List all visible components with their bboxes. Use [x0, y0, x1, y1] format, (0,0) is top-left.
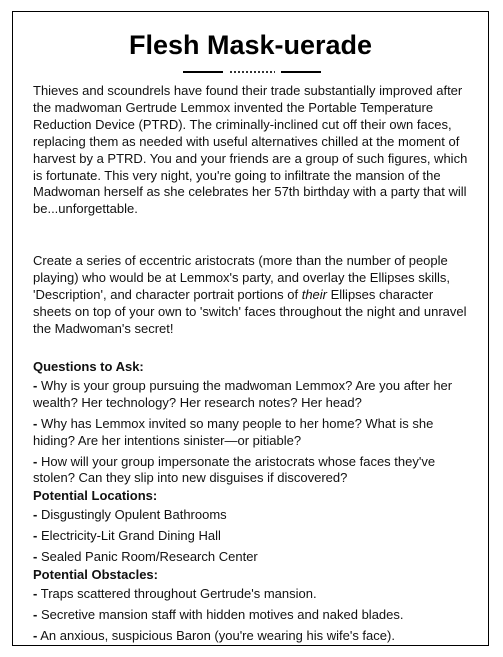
instructions-text-before: Create a series of eccentric aristocrats (more than the number of people playing) who would be at Lemmox's party, and overlay the Ellipses skills, 'Description', and character portrait portions of: [33, 253, 450, 302]
prompts-section: [33, 359, 473, 649]
location-text: Disgustingly Opulent Bathrooms: [40, 507, 227, 523]
bullet-dash: -: [33, 606, 38, 622]
obstacle-item: [33, 586, 473, 603]
instructions-text-after: Ellipses character sheets on top of your own to 'switch' faces throughout the night and unravel the Madwoman's secret!: [33, 286, 467, 336]
obstacle-item: [33, 607, 473, 624]
obstacle-text: An anxious, suspicious Baron (you're wearing his wife's face).: [40, 627, 395, 643]
question-item: [33, 454, 473, 488]
locations-list: [33, 507, 473, 566]
obstacles-list: [33, 586, 473, 645]
bullet-dash: -: [33, 627, 38, 643]
obstacles-heading: Potential Obstacles:: [33, 566, 158, 582]
obstacle-item: [33, 628, 473, 645]
location-item: [33, 507, 473, 524]
bullet-dash: -: [33, 377, 38, 393]
bullet-dash: -: [33, 415, 38, 431]
question-item: [33, 378, 473, 412]
question-text: Why is your group pursuing the madwoman Lemmox? Are you after her wealth? Her technology? Her research notes? Her head?: [33, 377, 453, 410]
question-item: [33, 416, 473, 450]
question-text: Why has Lemmox invited so many people to her home? What is she hiding? Are her intentions sinister—or pitiable?: [33, 415, 434, 448]
location-item: [33, 549, 473, 566]
obstacle-text: Traps scattered throughout Gertrude's mansion.: [40, 585, 317, 601]
bullet-dash: -: [33, 585, 38, 601]
location-text: Electricity-Lit Grand Dining Hall: [40, 528, 221, 544]
intro-paragraph: Thieves and scoundrels have found their trade substantially improved after the madwoman Gertrude Lemmox invented the Portable Temperature Reduction Device (PTRD). The criminally-inclined cut off their own faces, replacing them as needed with useful alternatives chilled at the moment of harvest by a PTRD. You and your friends are a group of such figures, which is fortunate. This very night, you're going to infiltrate the mansion of the Madwoman herself as she celebrates her 57th birthday with a party that will be...unforgettable.: [33, 83, 468, 217]
instructions-paragraph: [33, 253, 473, 338]
divider-right-line: [281, 71, 321, 73]
bullet-dash: -: [33, 528, 38, 544]
obstacle-text: Secretive mansion staff with hidden motives and naked blades.: [40, 606, 404, 622]
document-card: [12, 11, 489, 646]
instructions-emphasis: their: [301, 286, 327, 302]
page-title: Flesh Mask-uerade: [128, 30, 373, 60]
location-item: [33, 528, 473, 545]
locations-heading: Potential Locations:: [33, 488, 158, 504]
bullet-dash: -: [33, 549, 38, 565]
location-text: Sealed Panic Room/Research Center: [40, 549, 258, 565]
title-divider: [183, 70, 321, 74]
divider-left-line: [183, 71, 223, 73]
bullet-dash: -: [33, 453, 38, 469]
questions-heading: Questions to Ask:: [33, 359, 144, 374]
divider-dots: [229, 71, 275, 73]
question-text: How will your group impersonate the aristocrats whose faces they've stolen? Can they slip into new disguises if discovered?: [33, 453, 436, 486]
bullet-dash: -: [33, 507, 38, 523]
